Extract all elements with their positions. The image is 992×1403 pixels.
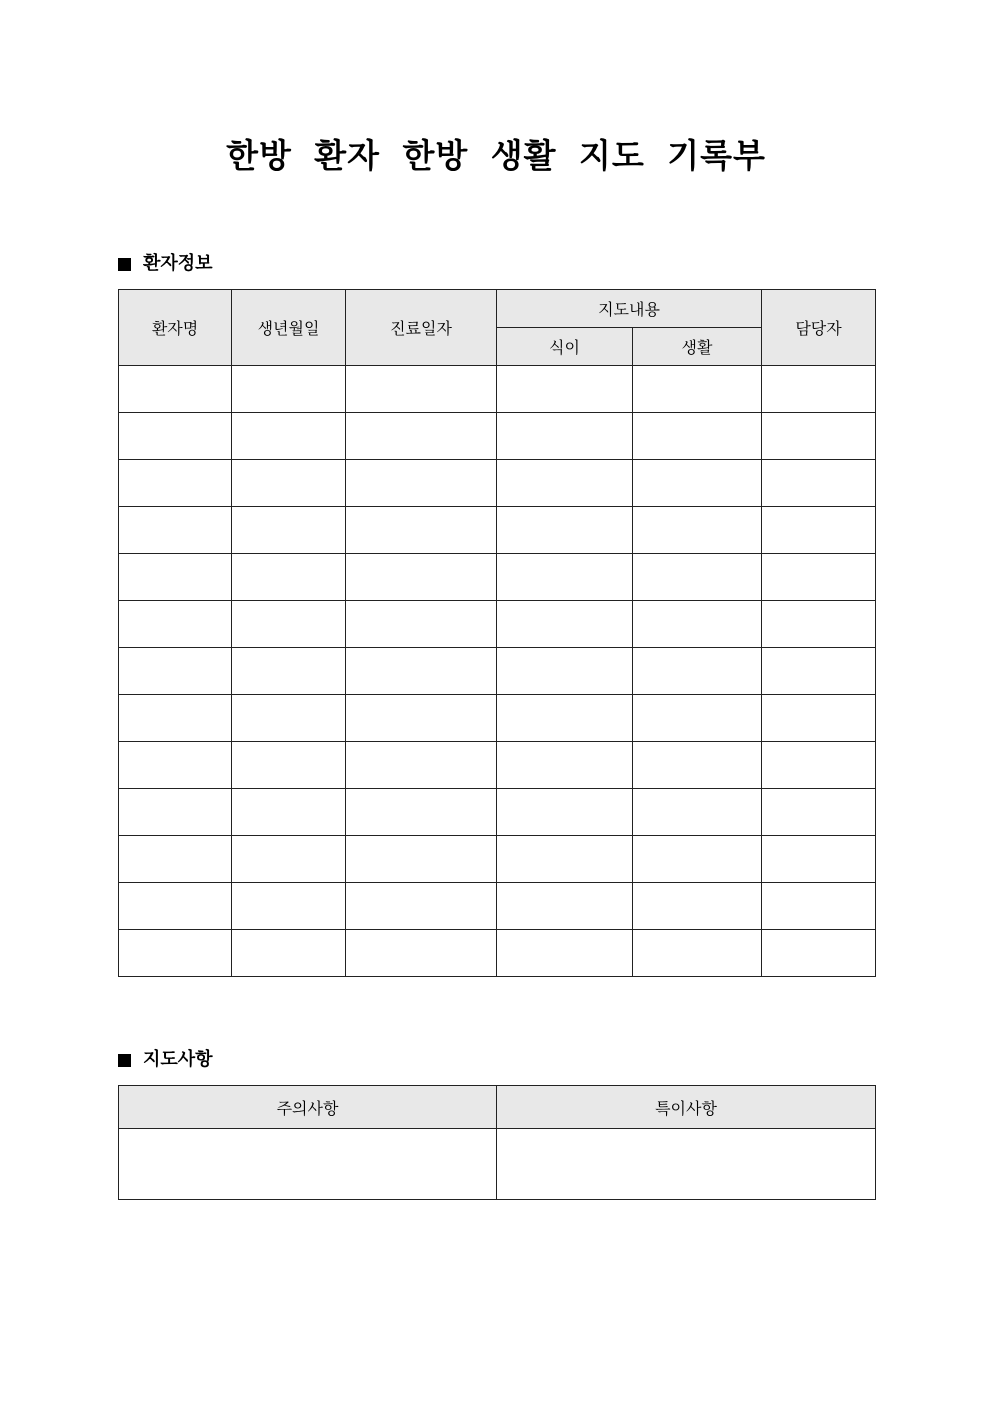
birthdate-cell[interactable] xyxy=(232,930,346,977)
birthdate-cell[interactable] xyxy=(232,883,346,930)
birthdate-cell[interactable] xyxy=(232,695,346,742)
patient-name-cell[interactable] xyxy=(119,601,232,648)
patient-name-cell[interactable] xyxy=(119,648,232,695)
staff-cell[interactable] xyxy=(762,695,876,742)
visit-date-cell[interactable] xyxy=(346,836,497,883)
birthdate-cell[interactable] xyxy=(232,366,346,413)
lifestyle-cell[interactable] xyxy=(633,601,762,648)
diet-cell[interactable] xyxy=(497,883,633,930)
diet-cell[interactable] xyxy=(497,836,633,883)
birthdate-cell[interactable] xyxy=(232,742,346,789)
patient-name-cell[interactable] xyxy=(119,366,232,413)
cautions-cell[interactable] xyxy=(119,1129,497,1200)
staff-cell[interactable] xyxy=(762,554,876,601)
lifestyle-cell[interactable] xyxy=(633,507,762,554)
lifestyle-cell[interactable] xyxy=(633,366,762,413)
diet-cell[interactable] xyxy=(497,366,633,413)
visit-date-cell[interactable] xyxy=(346,413,497,460)
lifestyle-cell[interactable] xyxy=(633,883,762,930)
table-row xyxy=(119,695,876,742)
birthdate-cell[interactable] xyxy=(232,789,346,836)
birthdate-cell[interactable] xyxy=(232,601,346,648)
diet-cell[interactable] xyxy=(497,460,633,507)
table-row xyxy=(119,883,876,930)
patient-info-heading-label: 환자정보 xyxy=(143,253,213,274)
diet-cell[interactable] xyxy=(497,648,633,695)
visit-date-cell[interactable] xyxy=(346,695,497,742)
visit-date-cell[interactable] xyxy=(346,507,497,554)
column-header-cautions: 주의사항 xyxy=(119,1086,497,1129)
visit-date-cell[interactable] xyxy=(346,460,497,507)
staff-cell[interactable] xyxy=(762,413,876,460)
birthdate-cell[interactable] xyxy=(232,554,346,601)
diet-cell[interactable] xyxy=(497,554,633,601)
column-header-staff: 담당자 xyxy=(762,290,876,366)
staff-cell[interactable] xyxy=(762,742,876,789)
visit-date-cell[interactable] xyxy=(346,648,497,695)
staff-cell[interactable] xyxy=(762,836,876,883)
guidance-table xyxy=(118,1085,876,1200)
table-row xyxy=(119,930,876,977)
square-bullet-icon xyxy=(118,258,131,271)
lifestyle-cell[interactable] xyxy=(633,836,762,883)
table-row xyxy=(119,507,876,554)
table-row xyxy=(119,460,876,507)
column-header-birthdate: 생년월일 xyxy=(232,290,346,366)
visit-date-cell[interactable] xyxy=(346,789,497,836)
table-row xyxy=(119,601,876,648)
diet-cell[interactable] xyxy=(497,742,633,789)
visit-date-cell[interactable] xyxy=(346,930,497,977)
patient-name-cell[interactable] xyxy=(119,413,232,460)
lifestyle-cell[interactable] xyxy=(633,554,762,601)
lifestyle-cell[interactable] xyxy=(633,648,762,695)
guidance-heading-label: 지도사항 xyxy=(143,1049,213,1070)
column-header-guidance: 지도내용 xyxy=(497,290,762,328)
patient-info-table xyxy=(118,289,876,977)
birthdate-cell[interactable] xyxy=(232,836,346,883)
patient-name-cell[interactable] xyxy=(119,883,232,930)
document-title: 한방 환자 한방 생활 지도 기록부 xyxy=(226,136,766,175)
table-row xyxy=(119,648,876,695)
visit-date-cell[interactable] xyxy=(346,554,497,601)
birthdate-cell[interactable] xyxy=(232,460,346,507)
table-row xyxy=(119,789,876,836)
staff-cell[interactable] xyxy=(762,601,876,648)
lifestyle-cell[interactable] xyxy=(633,789,762,836)
column-header-remarks: 특이사항 xyxy=(497,1086,876,1129)
diet-cell[interactable] xyxy=(497,601,633,648)
staff-cell[interactable] xyxy=(762,507,876,554)
visit-date-cell[interactable] xyxy=(346,366,497,413)
guidance-heading xyxy=(118,1048,213,1072)
table-row xyxy=(119,366,876,413)
staff-cell[interactable] xyxy=(762,883,876,930)
birthdate-cell[interactable] xyxy=(232,648,346,695)
staff-cell[interactable] xyxy=(762,366,876,413)
diet-cell[interactable] xyxy=(497,789,633,836)
table-row xyxy=(119,413,876,460)
staff-cell[interactable] xyxy=(762,460,876,507)
column-header-visit-date: 진료일자 xyxy=(346,290,497,366)
birthdate-cell[interactable] xyxy=(232,507,346,554)
remarks-cell[interactable] xyxy=(497,1129,876,1200)
visit-date-cell[interactable] xyxy=(346,742,497,789)
lifestyle-cell[interactable] xyxy=(633,460,762,507)
diet-cell[interactable] xyxy=(497,930,633,977)
lifestyle-cell[interactable] xyxy=(633,413,762,460)
visit-date-cell[interactable] xyxy=(346,883,497,930)
patient-name-cell[interactable] xyxy=(119,836,232,883)
patient-name-cell[interactable] xyxy=(119,742,232,789)
patient-name-cell[interactable] xyxy=(119,930,232,977)
table-row xyxy=(119,554,876,601)
patient-table-body xyxy=(119,366,876,977)
birthdate-cell[interactable] xyxy=(232,413,346,460)
table-row xyxy=(119,742,876,789)
patient-name-cell[interactable] xyxy=(119,507,232,554)
diet-cell[interactable] xyxy=(497,507,633,554)
visit-date-cell[interactable] xyxy=(346,601,497,648)
patient-name-cell[interactable] xyxy=(119,554,232,601)
staff-cell[interactable] xyxy=(762,648,876,695)
patient-name-cell[interactable] xyxy=(119,789,232,836)
lifestyle-cell[interactable] xyxy=(633,742,762,789)
diet-cell[interactable] xyxy=(497,695,633,742)
lifestyle-cell[interactable] xyxy=(633,695,762,742)
patient-name-cell[interactable] xyxy=(119,695,232,742)
staff-cell[interactable] xyxy=(762,789,876,836)
table-row xyxy=(119,1129,876,1200)
square-bullet-icon xyxy=(118,1054,131,1067)
column-header-lifestyle: 생활 xyxy=(633,328,762,366)
staff-cell[interactable] xyxy=(762,930,876,977)
patient-info-heading xyxy=(118,252,213,276)
lifestyle-cell[interactable] xyxy=(633,930,762,977)
table-row xyxy=(119,836,876,883)
column-header-patient-name: 환자명 xyxy=(119,290,232,366)
diet-cell[interactable] xyxy=(497,413,633,460)
patient-name-cell[interactable] xyxy=(119,460,232,507)
column-header-diet: 식이 xyxy=(497,328,633,366)
